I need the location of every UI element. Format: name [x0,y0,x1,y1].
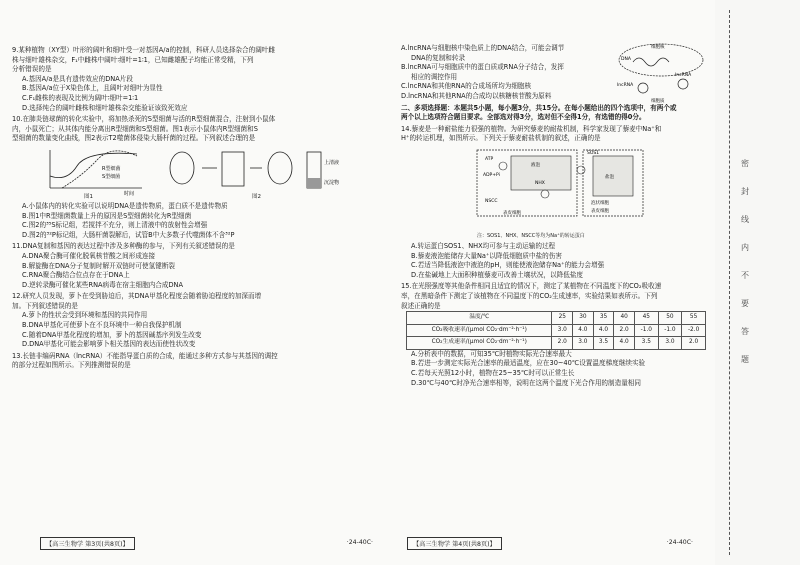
seal-line [729,10,730,555]
q15-stem-3: 叙述正确的是 [401,301,441,310]
q10-stem-3: 型细菌的数量变化曲线，图2表示T2噬菌体侵染大肠杆菌的过程。下列叙述合理的是 [12,134,256,143]
q15-stem-1: 15.在光照强度等其他条件相同且适宜的情况下，测定了某植物在不同温度下的CO₂吸收速 [401,282,662,291]
figure-2-caption: 图2 [252,193,261,200]
q12-stem-2: 加。下列叙述错误的是 [12,301,78,310]
table-header-cell: 40 [614,312,635,325]
q13-options [401,44,711,102]
figure-2-tubes [162,146,362,196]
q12-option-a: A.萝卜的性状会受到环境和基因的共同作用 [22,311,148,320]
q12-option-c: C.随着DNA甲基化程度的增加，萝卜的基因碱基序列发生改变 [22,330,202,339]
seal-char: 密 [741,159,749,168]
table-header-row [407,312,706,325]
q13-option-a-2: DNA的复制和转录 [411,53,466,62]
table-cell: 4.0 [614,337,635,350]
fig-label-s: S型细菌 [102,173,121,180]
q14-label-nscc: NSCC [485,198,498,204]
q9-stem-2: 株与细叶雄株杂交，F₁中雌株中阔叶∶细叶=1∶1，已知雌雄配子均能正常受精，下列 [12,55,254,64]
q14-label-sos1: SOS1 [587,150,600,156]
q11-option-a: A.DNA聚合酶可催化脱氧核苷酸之间形成连接 [22,251,156,260]
q12-option-d: D.DNA甲基化可能会影响萝卜相关基因的表达而使性状改变 [22,340,196,349]
question-14 [401,125,711,281]
seal-char: 封 [741,187,749,196]
seal-char: 不 [741,271,749,280]
q10-stem-1: 10.在肺炎链球菌的转化实验中，将加热杀死的S型细菌与活的R型细菌混合，注射到小鼠体 [12,115,276,124]
q15-stem-2: 率，在黑暗条件下测定了该植物在不同温度下的CO₂生成速率，实验结果如表所示。下列 [401,291,658,300]
right-footer-title: 【高三生物学 第4页(共8页)】 [407,537,502,550]
left-page [0,0,395,565]
question-11 [12,242,387,290]
q13-stem-2: 的部分过程如图所示。下列推测错误的是 [12,361,131,370]
figure-1-graph [42,146,152,196]
q10-option-c: C.图2的³⁵S标记组，若搅拌不充分，则上清液中的放射性会增强 [22,221,208,230]
table-cell: 4.0 [593,324,614,337]
table-header-cell: 35 [593,312,614,325]
q14-label-adp: ADP+Pi [483,172,500,178]
binding-margin [715,0,800,565]
q13-option-d: D.lncRNA和其他RNA的合成均以核糖核苷酸为原料 [401,91,552,100]
q9-stem-1: 9.某种植物（XY型）叶形的阔叶和细叶受一对基因A/a的控制，科研人员选择杂合的阔叶雌 [12,46,275,54]
right-page [395,0,715,565]
q10-option-a: A.小鼠体内的转化实验可以说明DNA是遗传物质，蛋白质不是遗传物质 [22,201,228,210]
question-12 [12,292,387,350]
question-9 [12,46,387,113]
section-2-line-2: 两个以上选项符合题目要求。全部选对得3分，选对但不全得1分，有选错的得0分。 [401,113,646,122]
table-cell: 3.0 [573,337,594,350]
seal-char: 题 [741,355,749,364]
question-15 [401,282,711,388]
table-cell: 2.0 [614,324,635,337]
right-footer-code: ·24-40C· [666,539,693,546]
fig-label-time: 时间 [124,190,135,196]
section-2-line-1: 二、多项选择题：本题共5小题，每小题3分，共15分。在每小题给出的四个选项中，有两个或 [401,103,677,112]
question-10 [12,115,387,240]
q14-stem-2: H⁺的转运机理，如图所示。下列关于藜麦耐盐机制的叙述，正确的是 [401,134,601,143]
q15-option-d: D.30℃与40℃时净光合速率相等，说明在这两个温度下光合作用的制造量相同 [411,378,641,387]
q12-option-b: B.DNA甲基化可使萝卜在不良环境中一种自我保护机制 [22,321,182,330]
q13-stem-1: 13.长链非编码RNA（lncRNA）不能指导蛋白质的合成，能通过多种方式参与其基因的调控 [12,351,278,360]
lnc-label-nucleus: 细胞核 [651,45,665,50]
q14-label-vacuole: 液泡 [531,162,540,168]
seal-char: 要 [741,299,749,308]
table-cell: -2.0 [682,324,706,337]
q15-option-a: A.分析表中的数据，可知35℃时植物实际光合速率最大 [411,349,572,358]
seal-char: 线 [741,215,749,224]
q10-figures [12,144,387,202]
q9-option-b: B.基因A/a位于X染色体上，且阔叶对细叶为显性 [22,84,163,93]
right-footer [395,537,715,551]
q13-option-c: C.lncRNA和其他RNA的合成场所均为细胞核 [401,82,532,91]
q10-stem-2: 内，小鼠死亡；从其体内能分离出R型细菌和S型细菌。图1表示小鼠体内R型细菌和S [12,124,258,133]
seal-char: 答 [741,327,749,336]
q12-stem-1: 12.研究人员发现，萝卜在受到胁迫后，其DNA甲基化程度会随着胁迫程度的加深而增 [12,292,262,301]
table-header-cell: 30 [573,312,594,325]
q14-option-b: B.藜麦液泡能储存大量Na⁺以降低细胞质中盐的伤害 [411,251,562,260]
lnc-label-lncrna-1: lncRNA [617,83,634,88]
left-footer [0,537,395,551]
section-2-header [401,104,711,123]
q14-label-atp: ATP [485,156,494,162]
lnc-label-cytoplasm: 细胞质 [651,99,665,104]
q14-caption: 注：SOS1、NHX、NSCC等均为Na⁺的转运蛋白 [477,232,585,239]
table-cell: 2.0 [682,337,706,350]
table-cell: -1.0 [634,324,658,337]
quinoa-transport-diagram [473,146,648,234]
q10-option-b: B.图1中R型细菌数量上升的原因是S型细菌转化为R型细菌 [22,211,192,220]
q15-table [406,311,706,350]
q14-option-d: D.在盐碱地上大面积种植藜麦可改善土壤状况，以降低盐度 [411,270,584,279]
q11-option-b: B.解旋酶在DNA分子复制时解开双链时可使氢键断裂 [22,261,176,270]
q14-option-c: C.若适当降低液泡中液泡的pH，则能使液泡储存Na⁺的能力会增强 [411,261,605,270]
table-header-cell: 50 [658,312,682,325]
left-footer-code: ·24-40C· [346,539,373,546]
q13-option-a-1: A.lncRNA与细胞核中染色质上的DNA结合，可能会调节 [401,44,565,52]
q14-option-a: A.转运蛋白SOS1、NHX均可参与主动运输的过程 [411,241,556,250]
q14-label-salt-bladder: 盐泡 [605,174,614,180]
q15-option-b: B.若进一步测定实际光合速率的最适温度，应在30~40℃设置温度梯度继续实验 [411,359,646,368]
table-cell: 3.5 [634,337,658,350]
table-header-cell: 温度/℃ [407,312,552,325]
table-header-cell: 45 [634,312,658,325]
table-row-label: CO₂生成速率/(μmol CO₂·dm⁻²·h⁻¹) [407,337,552,350]
table-header-cell: 55 [682,312,706,325]
q11-stem: 11.DNA复制和基因的表达过程中涉及多种酶的参与，下列有关叙述错误的是 [12,242,235,251]
q14-label-vesicular: 泡状细胞 [591,200,609,206]
q14-label-epidermal-2: 表皮细胞 [591,208,609,214]
table-row [407,324,706,337]
q13-option-b-1: B.lncRNA可与细胞质中的蛋白质或RNA分子结合，发挥 [401,63,564,72]
q9-option-c: C.F₁雌株的表现及比例为阔叶∶细叶=1∶1 [22,93,139,102]
q14-label-epidermal-1: 表皮细胞 [503,210,521,216]
q15-option-c: C.若每天光照12小时，植物在25~35℃时可以正常生长 [411,369,575,378]
q13-option-b-2: 相应的调控作用 [411,72,458,81]
q14-figure [401,144,711,242]
table-cell: 3.0 [552,324,573,337]
lnc-label-lncrna-2: lncRNA [675,73,692,78]
q10-option-d: D.图2的³²P标记组，大肠杆菌裂解后，试管B中大多数子代噬菌体不含³²P [22,230,235,239]
table-cell: 2.0 [552,337,573,350]
fig-label-supernatant: 上清液 [324,159,340,166]
figure-1-caption: 图1 [84,193,93,200]
table-header-cell: 25 [552,312,573,325]
q11-option-c: C.RNA聚合酶结合位点存在于DNA上 [22,271,130,280]
q14-label-nhx: NHX [535,180,545,186]
table-row [407,337,706,350]
q9-option-d: D.选择纯合的阔叶雌株和细叶雄株杂交能验证该致死效应 [22,103,188,112]
fig-label-r: R型细菌 [102,165,121,172]
lncrna-diagram [613,38,708,106]
table-cell: -1.0 [658,324,682,337]
question-13 [12,352,387,371]
q14-stem-1: 14.藜麦是一种耐盐能力很强的植物。为研究藜麦的耐盐机制，科学家发现了藜麦中Na⁺和 [401,124,662,133]
table-row-label: CO₂吸收速率/(μmol CO₂·dm⁻²·h⁻¹) [407,324,552,337]
table-cell: 3.0 [658,337,682,350]
q11-option-d: D.逆转录酶可催化某些RNA病毒在宿主细胞内合成DNA [22,280,183,289]
seal-char: 内 [741,243,749,252]
table-cell: 3.5 [593,337,614,350]
fig-label-sediment: 沉淀物 [324,179,340,186]
seal-notice [739,150,751,374]
table-cell: 4.0 [573,324,594,337]
left-footer-title: 【高三生物学 第3页(共8页)】 [40,537,135,550]
lnc-label-dna: DNA [621,57,631,62]
q9-option-a: A.基因A/a是具有遗传效应的DNA片段 [22,74,133,83]
q9-stem-3: 分析错误的是 [12,65,52,74]
